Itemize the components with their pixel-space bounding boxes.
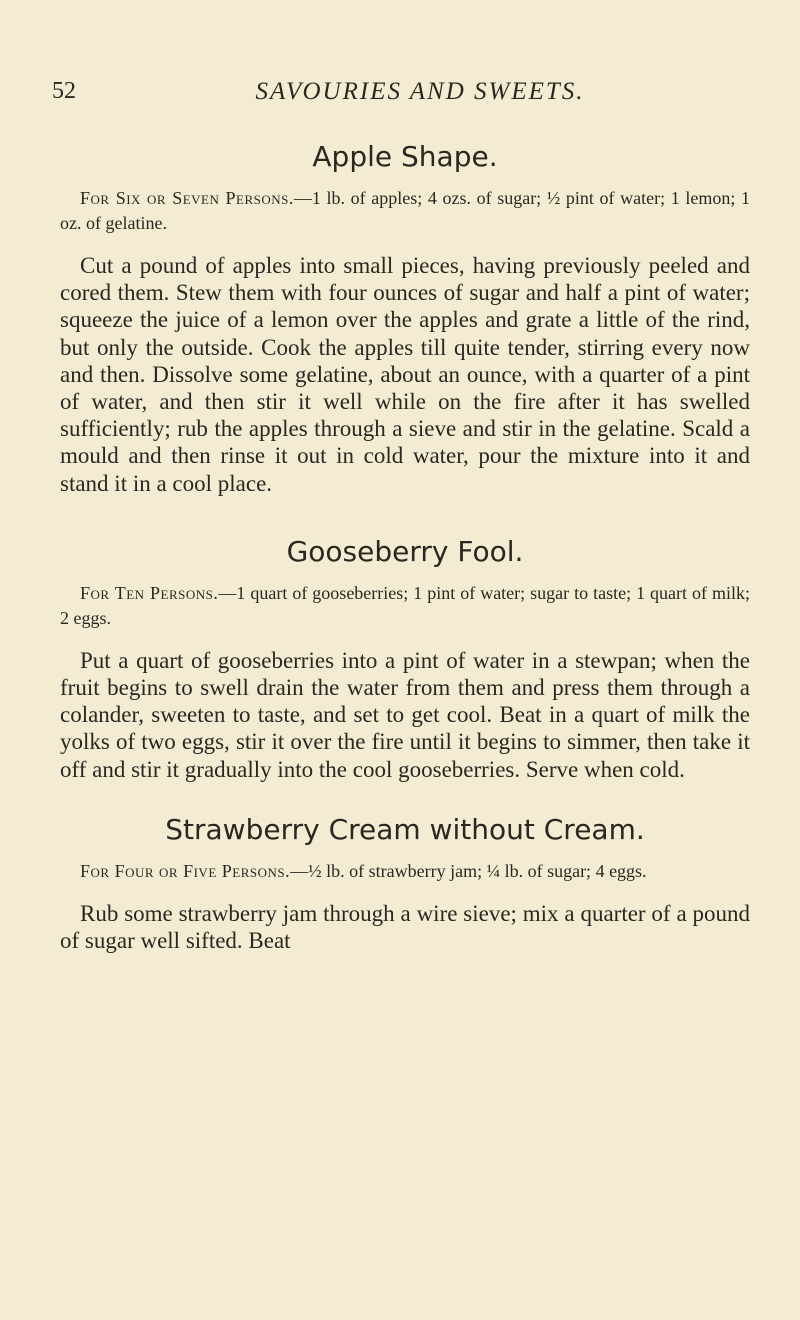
running-head	[52, 78, 750, 112]
servings-lead: For Four or Five Persons.	[80, 860, 291, 881]
recipe-strawberry-cream	[60, 813, 750, 954]
recipe-method: Put a quart of gooseberries into a pint of water in a stewpan; when the fruit begins to swell drain the water from them and press them through a colander, sweeten to taste, and set to get cool. Beat in a quart of milk the yolks of two eggs, stir it over the fire until it begins to simmer, then take it off and stir it gradually into the cool gooseberries. Serve when cold.	[60, 647, 750, 782]
recipe-title: Gooseberry Fool.	[286, 534, 524, 568]
ingredients-list: —½ lb. of strawberry jam; ¼ lb. of sugar; 4 eggs.	[290, 860, 647, 881]
recipe-servings	[60, 581, 750, 631]
recipe-method: Rub some strawberry jam through a wire sieve; mix a quarter of a pound of sugar well sifted. Beat	[60, 900, 750, 954]
ingredients-list: —1 quart of gooseberries; 1 pint of water; sugar to taste; 1 quart of milk; 2 eggs.	[60, 582, 750, 628]
recipe-method: Cut a pound of apples into small pieces, having previously peeled and cored them. Stew them with four ounces of sugar and half a pint of water; squeeze the juice of a lemon over the apples and grate a little of the rind, but only the outside. Cook the apples till quite tender, stirring every now and then. Dissolve some gelatine, about an ounce, with a quarter of a pint of water, and then stir it well while on the fire after it has swelled sufficiently; rub the apples through a sieve and stir in the gelatine. Scald a mould and then rinse it out in cold water, pour the mixture into it and stand it in a cool place.	[60, 253, 750, 496]
recipe-gooseberry-fool	[60, 535, 750, 783]
ingredients-list: —1 lb. of apples; 4 ozs. of sugar; ½ pint of water; 1 lemon; 1 oz. of gelatine.	[60, 188, 750, 233]
book-title: SAVOURIES AND SWEETS.	[255, 78, 585, 105]
recipe-servings	[60, 859, 750, 884]
recipe-title: Apple Shape.	[312, 140, 498, 173]
servings-lead: For Six or Seven Persons.	[80, 188, 294, 208]
recipe-servings	[60, 186, 750, 236]
servings-lead: For Ten Persons.	[80, 582, 219, 603]
recipe-apple-shape	[60, 140, 750, 497]
recipe-title: Strawberry Cream without Cream.	[165, 812, 645, 846]
page-number: 52	[52, 78, 76, 104]
book-page	[52, 78, 750, 954]
